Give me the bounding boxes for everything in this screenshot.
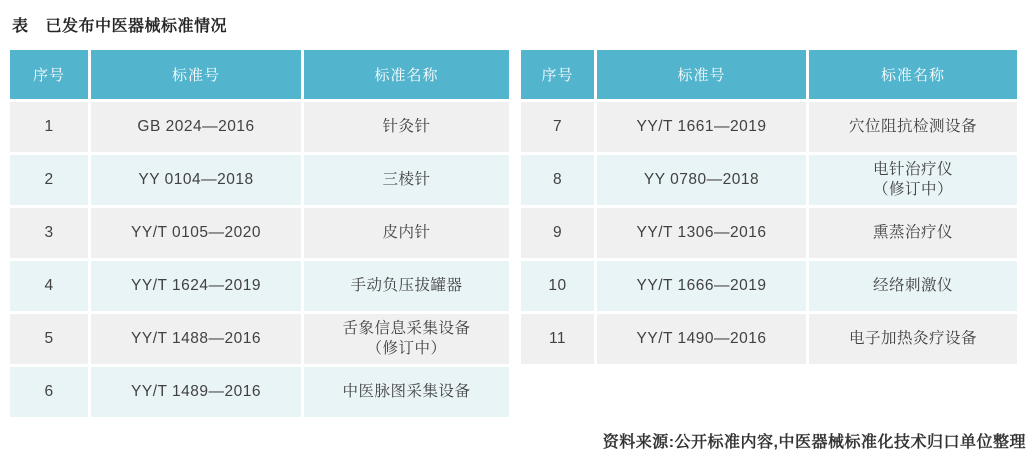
table-row (10, 208, 509, 258)
column-header-standard-name: 标准名称 (809, 50, 1017, 99)
cell-serial-number: 8 (521, 155, 594, 205)
column-header-standard-name: 标准名称 (304, 50, 509, 99)
table-row (521, 208, 1017, 258)
table-row (521, 314, 1017, 364)
column-header-serial: 序号 (10, 50, 88, 99)
cell-standard-name (304, 208, 509, 258)
standard-name-text: 舌象信息采集设备 (342, 320, 471, 337)
column-header-standard-number: 标准号 (597, 50, 806, 99)
cell-standard-number: YY/T 1661—2019 (597, 102, 806, 152)
header-row (10, 50, 509, 99)
standard-name-text: 电子加热灸疗设备 (848, 330, 977, 347)
cell-serial-number: 2 (10, 155, 88, 205)
cell-standard-number: YY/T 1306—2016 (597, 208, 806, 258)
table-row (521, 155, 1017, 205)
table-row (10, 155, 509, 205)
cell-standard-name (304, 367, 509, 417)
cell-serial-number: 5 (10, 314, 88, 364)
cell-serial-number: 10 (521, 261, 594, 311)
column-header-standard-number: 标准号 (91, 50, 301, 99)
cell-standard-number: YY/T 1488—2016 (91, 314, 301, 364)
tables-container (7, 47, 1020, 420)
cell-standard-name (304, 261, 509, 311)
cell-standard-name (809, 261, 1017, 311)
cell-serial-number: 4 (10, 261, 88, 311)
standards-table-left (7, 47, 512, 420)
standard-name-text: 经络刺激仪 (872, 277, 953, 294)
table-row (521, 261, 1017, 311)
cell-standard-name (809, 102, 1017, 152)
standard-name-text: 三棱针 (382, 171, 431, 188)
standard-name-text: 手动负压拔罐器 (350, 277, 463, 294)
cell-standard-name (809, 314, 1017, 364)
cell-standard-number: YY/T 1490—2016 (597, 314, 806, 364)
cell-serial-number: 7 (521, 102, 594, 152)
table-row (10, 102, 509, 152)
page-title (12, 13, 227, 36)
cell-serial-number: 6 (10, 367, 88, 417)
cell-serial-number: 11 (521, 314, 594, 364)
cell-standard-number: YY 0104—2018 (91, 155, 301, 205)
cell-standard-name (304, 102, 509, 152)
cell-serial-number: 1 (10, 102, 88, 152)
cell-standard-name (304, 314, 509, 364)
cell-standard-number: YY 0780—2018 (597, 155, 806, 205)
table-row (10, 367, 509, 417)
cell-serial-number: 3 (10, 208, 88, 258)
cell-standard-number: YY/T 1624—2019 (91, 261, 301, 311)
cell-standard-number: YY/T 1489—2016 (91, 367, 301, 417)
cell-standard-name (809, 208, 1017, 258)
standard-name-text: 皮内针 (382, 224, 431, 241)
title-text: 已发布中医器械标准情况 (45, 18, 228, 35)
standard-name-text: 针灸针 (382, 118, 431, 135)
standard-name-text: 穴位阻抗检测设备 (848, 118, 977, 135)
column-header-serial: 序号 (521, 50, 594, 99)
cell-standard-number: GB 2024—2016 (91, 102, 301, 152)
standard-name-note: （修订中） (366, 340, 447, 357)
table-row (521, 102, 1017, 152)
cell-standard-number: YY/T 0105—2020 (91, 208, 301, 258)
header-row (521, 50, 1017, 99)
cell-serial-number: 9 (521, 208, 594, 258)
title-prefix: 表 (12, 18, 29, 35)
table-row (10, 261, 509, 311)
cell-standard-name (304, 155, 509, 205)
standard-name-note: （修订中） (872, 181, 953, 198)
cell-standard-number: YY/T 1666—2019 (597, 261, 806, 311)
source-note: 资料来源:公开标准内容,中医器械标准化技术归口单位整理 (602, 434, 1026, 451)
standard-name-text: 中医脉图采集设备 (342, 383, 471, 400)
cell-standard-name (809, 155, 1017, 205)
standards-table-right (518, 47, 1020, 367)
standard-name-text: 熏蒸治疗仪 (872, 224, 953, 241)
table-row (10, 314, 509, 364)
standard-name-text: 电针治疗仪 (872, 161, 953, 178)
